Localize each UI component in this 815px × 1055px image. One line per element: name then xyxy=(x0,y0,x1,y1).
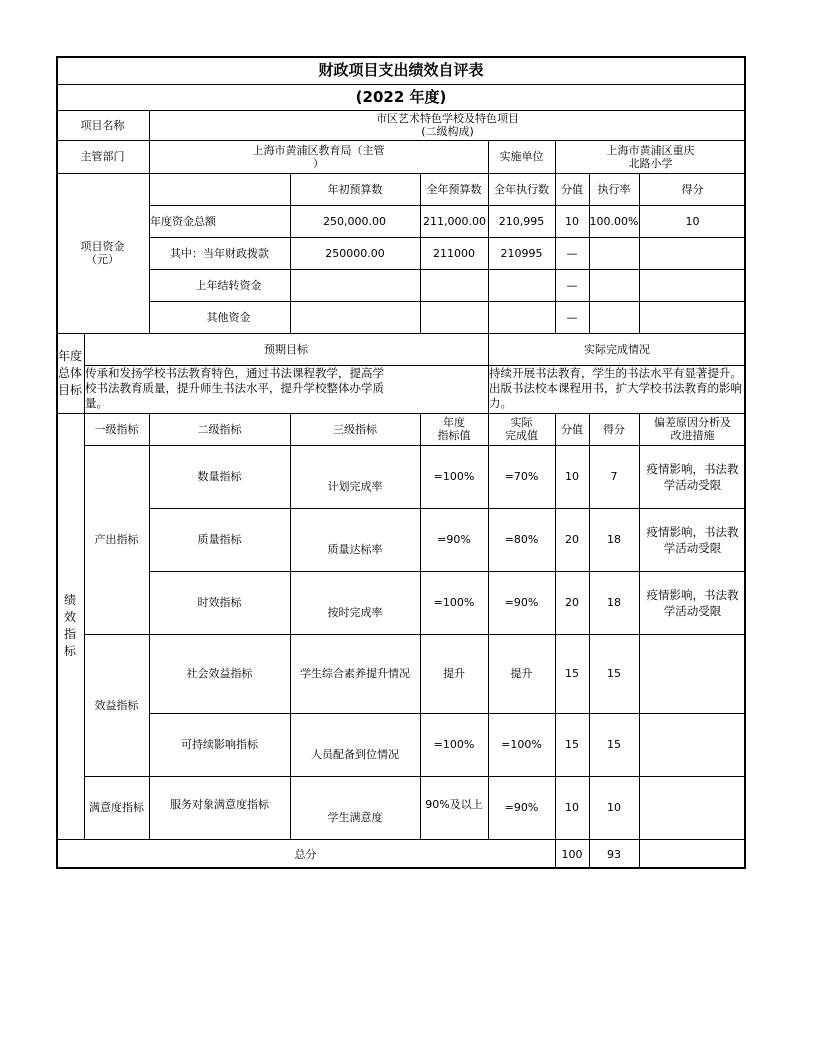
indicators-header-target xyxy=(420,413,488,445)
funds-header-score xyxy=(555,173,589,205)
form-year xyxy=(56,84,746,110)
grid-line xyxy=(84,634,746,635)
indicator-row-score xyxy=(555,713,589,776)
indicators-label xyxy=(56,413,84,839)
indicator-row-actual-text: 提升 xyxy=(510,667,533,680)
indicators-header-score xyxy=(555,413,589,445)
goals-expected-text xyxy=(84,365,385,413)
indicator-group-benefit-text: 效益指标 xyxy=(94,698,139,712)
indicator-row-score-text: 15 xyxy=(565,667,579,680)
goals-label xyxy=(56,333,84,413)
fund-row-score-text: — xyxy=(566,310,578,324)
form-title xyxy=(56,56,746,84)
indicator-row-target xyxy=(420,713,488,776)
indicator-row-actual xyxy=(488,445,555,508)
indicators-header-level2-text: 二级指标 xyxy=(197,422,242,436)
total-score-text: 100 xyxy=(561,847,583,861)
indicator-row-target xyxy=(420,445,488,508)
grid-line xyxy=(639,173,640,333)
indicator-row-points-text: 18 xyxy=(607,596,621,609)
funds-header-points-text: 得分 xyxy=(681,182,704,196)
funds-header-rate-text: 执行率 xyxy=(597,182,631,196)
indicator-row-actual xyxy=(488,571,555,634)
project-name-value-text: 市区艺术特色学校及特色项目 (二级构成) xyxy=(376,112,519,138)
grid-line xyxy=(639,413,640,869)
fund-row-label xyxy=(149,301,290,333)
grid-line xyxy=(84,776,746,777)
indicator-row-level3-text: 学生满意度 xyxy=(327,811,383,824)
goals-actual-header xyxy=(488,333,746,365)
funds-label xyxy=(56,173,149,333)
total-points-text: 93 xyxy=(607,847,621,861)
indicator-row-target xyxy=(420,571,488,634)
funds-header-score-text: 分值 xyxy=(561,182,583,196)
funds-header-executed-text: 全年执行数 xyxy=(494,182,549,196)
grid-line xyxy=(149,205,746,206)
indicators-header-level3-text: 三级指标 xyxy=(333,422,377,436)
fund-row-label xyxy=(149,205,290,237)
grid-line xyxy=(149,508,746,509)
indicator-row-level2 xyxy=(149,634,290,713)
indicator-row-level2-text: 数量指标 xyxy=(197,470,242,483)
indicator-row-analysis-text: 疫情影响，书法教 学活动受限 xyxy=(646,524,739,555)
grid-line xyxy=(589,413,590,869)
indicator-row-actual xyxy=(488,713,555,776)
fund-row-label-text: 年度资金总额 xyxy=(150,214,216,228)
funds-header-rate xyxy=(589,173,639,205)
total-score xyxy=(555,839,589,869)
grid-line xyxy=(56,333,746,334)
grid-line xyxy=(56,84,746,85)
indicator-row-score-text: 20 xyxy=(565,533,579,546)
indicator-row-target-text: =100% xyxy=(433,596,475,609)
grid-line xyxy=(149,301,746,302)
fund-row-initial-text: 250,000.00 xyxy=(323,214,386,228)
indicator-row-actual xyxy=(488,508,555,571)
indicator-row-level3-text: 学生综合素养提升情况 xyxy=(300,667,410,680)
grid-line xyxy=(420,413,421,839)
indicator-row-level3-text: 人员配备到位情况 xyxy=(311,748,399,761)
indicator-group-satisfaction xyxy=(84,776,149,839)
indicators-header-level1 xyxy=(84,413,149,445)
grid-line xyxy=(56,173,746,174)
grid-line xyxy=(84,365,746,366)
indicator-row-level2-text: 质量指标 xyxy=(197,533,242,546)
indicator-row-level3 xyxy=(290,508,420,571)
indicator-row-points-text: 7 xyxy=(610,470,618,483)
fund-row-executed-text: 210,995 xyxy=(498,214,545,228)
indicators-header-target-text: 年度 指标值 xyxy=(437,416,471,442)
indicator-row-score-text: 10 xyxy=(565,801,579,814)
goals-actual-text-body: 持续开展书法教育，学生的书法水平有显著提升。出版书法校本课程用书，扩大学校书法教育的影响力。 xyxy=(489,366,742,410)
indicators-header-level2 xyxy=(149,413,290,445)
indicator-row-level3-text: 计划完成率 xyxy=(327,480,383,493)
indicator-row-actual-text: =80% xyxy=(504,533,539,546)
indicator-row-level2-text: 时效指标 xyxy=(197,596,242,609)
funds-header-full-year xyxy=(420,173,488,205)
indicator-row-target xyxy=(420,634,488,713)
indicator-row-points xyxy=(589,508,639,571)
fund-row-label-text: 上年结转资金 xyxy=(195,278,262,292)
indicators-header-level1-text: 一级指标 xyxy=(94,422,139,436)
indicator-row-target-text: =100% xyxy=(433,738,475,751)
indicator-row-target-text: 90%及以上 xyxy=(425,798,483,811)
grid-line xyxy=(420,173,421,333)
indicator-row-actual xyxy=(488,634,555,713)
indicator-row-actual-text: =70% xyxy=(504,470,539,483)
indicator-row-points xyxy=(589,571,639,634)
grid-line xyxy=(149,237,746,238)
grid-line xyxy=(149,413,150,839)
grid-line xyxy=(56,140,746,141)
grid-line xyxy=(149,713,746,714)
funds-header-full-year-text: 全年预算数 xyxy=(426,182,482,196)
indicator-row-level2-text: 可持续影响指标 xyxy=(181,738,258,751)
indicator-row-score xyxy=(555,776,589,839)
fund-row-initial-text: 250000.00 xyxy=(325,246,385,260)
indicators-header-level3 xyxy=(290,413,420,445)
fund-row-score xyxy=(555,269,589,301)
fund-row-label xyxy=(149,269,290,301)
indicator-row-points xyxy=(589,713,639,776)
dept-label xyxy=(56,140,149,173)
form-title-text: 财政项目支出绩效自评表 xyxy=(318,60,484,79)
indicator-row-points-text: 10 xyxy=(607,801,621,814)
indicator-row-actual xyxy=(488,776,555,839)
grid-line xyxy=(488,140,489,333)
indicator-row-points xyxy=(589,776,639,839)
indicator-row-level3 xyxy=(290,571,420,634)
fund-row-executed xyxy=(488,237,555,269)
indicator-row-level3-text: 质量达标率 xyxy=(327,543,383,556)
project-name-label-text: 项目名称 xyxy=(80,118,125,132)
funds-header-initial xyxy=(290,173,420,205)
fund-row-initial xyxy=(290,205,420,237)
goals-actual-header-text: 实际完成情况 xyxy=(584,342,650,356)
grid-line xyxy=(488,333,489,413)
indicator-row-score xyxy=(555,634,589,713)
total-label xyxy=(56,839,555,869)
fund-row-initial xyxy=(290,237,420,269)
fund-row-rate xyxy=(589,205,639,237)
dept-value xyxy=(149,140,488,173)
goals-label-text: 年度总体目标 xyxy=(57,348,82,397)
impl-value-text: 上海市黄浦区重庆 北路小学 xyxy=(606,143,695,170)
indicator-row-analysis xyxy=(639,445,746,508)
indicator-row-score xyxy=(555,508,589,571)
grid-line xyxy=(555,140,556,333)
grid-line xyxy=(149,269,746,270)
indicator-row-score xyxy=(555,571,589,634)
indicator-row-level2 xyxy=(149,445,290,508)
indicators-label-text: 绩效指标 xyxy=(64,593,77,658)
indicator-row-points-text: 15 xyxy=(607,667,621,680)
indicator-row-analysis xyxy=(639,508,746,571)
grid-line xyxy=(290,413,291,839)
indicator-row-points xyxy=(589,445,639,508)
grid-line xyxy=(56,839,746,840)
indicator-group-output xyxy=(84,445,149,634)
form-year-text: (2022 年度) xyxy=(355,87,447,106)
indicator-row-level3-text: 按时完成率 xyxy=(327,606,383,619)
indicators-header-analysis-text: 偏差原因分析及 改进措施 xyxy=(654,416,731,442)
indicator-row-score xyxy=(555,445,589,508)
indicator-row-level3 xyxy=(290,776,420,839)
fund-row-executed-text: 210995 xyxy=(500,246,543,260)
grid-line xyxy=(290,173,291,333)
indicator-row-level2-text: 服务对象满意度指标 xyxy=(170,798,269,811)
goals-expected-header-text: 预期目标 xyxy=(264,342,308,356)
total-points xyxy=(589,839,639,869)
indicator-row-analysis-text: 疫情影响，书法教 学活动受限 xyxy=(646,461,739,492)
fund-row-score-text: — xyxy=(566,246,578,260)
indicator-row-level2 xyxy=(149,776,290,839)
indicators-header-actual xyxy=(488,413,555,445)
grid-line xyxy=(56,413,746,414)
indicators-header-score-text: 分值 xyxy=(561,422,583,436)
fund-row-points-text: 10 xyxy=(685,214,700,228)
indicator-row-actual-text: =100% xyxy=(501,738,542,751)
indicator-row-target-text: =90% xyxy=(437,533,471,546)
funds-header-executed xyxy=(488,173,555,205)
fund-row-full-year-text: 211,000.00 xyxy=(423,214,486,228)
indicator-row-points xyxy=(589,634,639,713)
indicator-row-level3 xyxy=(290,634,420,713)
indicators-header-points xyxy=(589,413,639,445)
indicator-row-level2 xyxy=(149,571,290,634)
fund-row-full-year xyxy=(420,237,488,269)
goals-expected-header xyxy=(84,333,488,365)
indicator-row-level3 xyxy=(290,713,420,776)
fund-row-label xyxy=(149,237,290,269)
fund-row-label-text: 其他资金 xyxy=(206,310,251,324)
funds-header-points xyxy=(639,173,746,205)
fund-row-score-text: — xyxy=(566,278,578,292)
fund-row-label-text: 其中：当年财政拨款 xyxy=(170,246,269,260)
indicator-row-target xyxy=(420,776,488,839)
indicator-group-benefit xyxy=(84,634,149,776)
goals-actual-text xyxy=(488,365,746,413)
indicator-row-actual-text: =90% xyxy=(504,596,539,609)
impl-label-text: 实施单位 xyxy=(499,150,544,163)
indicator-row-points-text: 15 xyxy=(607,738,621,751)
indicator-row-level3 xyxy=(290,445,420,508)
grid-line xyxy=(589,173,590,333)
funds-header-initial-text: 年初预算数 xyxy=(327,182,383,196)
grid-line xyxy=(56,110,746,111)
indicator-row-target-text: =100% xyxy=(433,470,475,483)
indicator-row-analysis-text: 疫情影响，书法教 学活动受限 xyxy=(646,587,739,618)
indicator-row-actual-text: =90% xyxy=(504,801,539,814)
indicator-row-analysis xyxy=(639,571,746,634)
fund-row-score-text: 10 xyxy=(565,214,579,228)
indicator-row-score-text: 10 xyxy=(565,470,579,483)
indicator-row-score-text: 20 xyxy=(565,596,579,609)
impl-value xyxy=(555,140,746,173)
fund-row-score xyxy=(555,301,589,333)
indicator-group-satisfaction-text: 满意度指标 xyxy=(89,801,144,814)
fund-row-score xyxy=(555,237,589,269)
fund-row-points xyxy=(639,205,746,237)
project-name-label xyxy=(56,110,149,140)
indicator-row-level2-text: 社会效益指标 xyxy=(186,667,253,680)
dept-label-text: 主管部门 xyxy=(80,150,125,163)
fund-row-executed xyxy=(488,205,555,237)
fund-row-rate-text: 100.00% xyxy=(589,214,639,228)
indicators-header-analysis xyxy=(639,413,746,445)
impl-label xyxy=(488,140,555,173)
grid-line xyxy=(149,110,150,333)
indicator-row-score-text: 15 xyxy=(565,738,579,751)
indicator-row-points-text: 18 xyxy=(607,533,621,546)
total-label-text: 总分 xyxy=(294,847,317,861)
dept-value-text: 上海市黄浦区教育局（主管 ） xyxy=(252,143,385,170)
grid-line xyxy=(149,571,746,572)
grid-line xyxy=(488,413,489,839)
indicator-row-level2 xyxy=(149,508,290,571)
indicator-row-level2 xyxy=(149,713,290,776)
indicator-row-target-text: 提升 xyxy=(443,667,465,680)
fund-row-full-year-text: 211000 xyxy=(433,246,475,260)
fund-row-full-year xyxy=(420,205,488,237)
indicators-header-actual-text: 实际 完成值 xyxy=(505,416,538,442)
indicator-group-output-text: 产出指标 xyxy=(94,533,139,546)
grid-line xyxy=(555,413,556,869)
project-name-value xyxy=(149,110,746,140)
grid-line xyxy=(84,445,746,446)
funds-label-text: 项目资金 （元） xyxy=(80,240,125,266)
grid-line xyxy=(84,333,85,839)
indicators-header-points-text: 得分 xyxy=(603,422,625,436)
fund-row-score xyxy=(555,205,589,237)
indicator-row-target xyxy=(420,508,488,571)
goals-expected-text-body: 传承和发扬学校书法教育特色，通过书法课程教学，提高学校书法教育质量，提升师生书法水平，提升学校整体办学质量。 xyxy=(85,366,384,410)
